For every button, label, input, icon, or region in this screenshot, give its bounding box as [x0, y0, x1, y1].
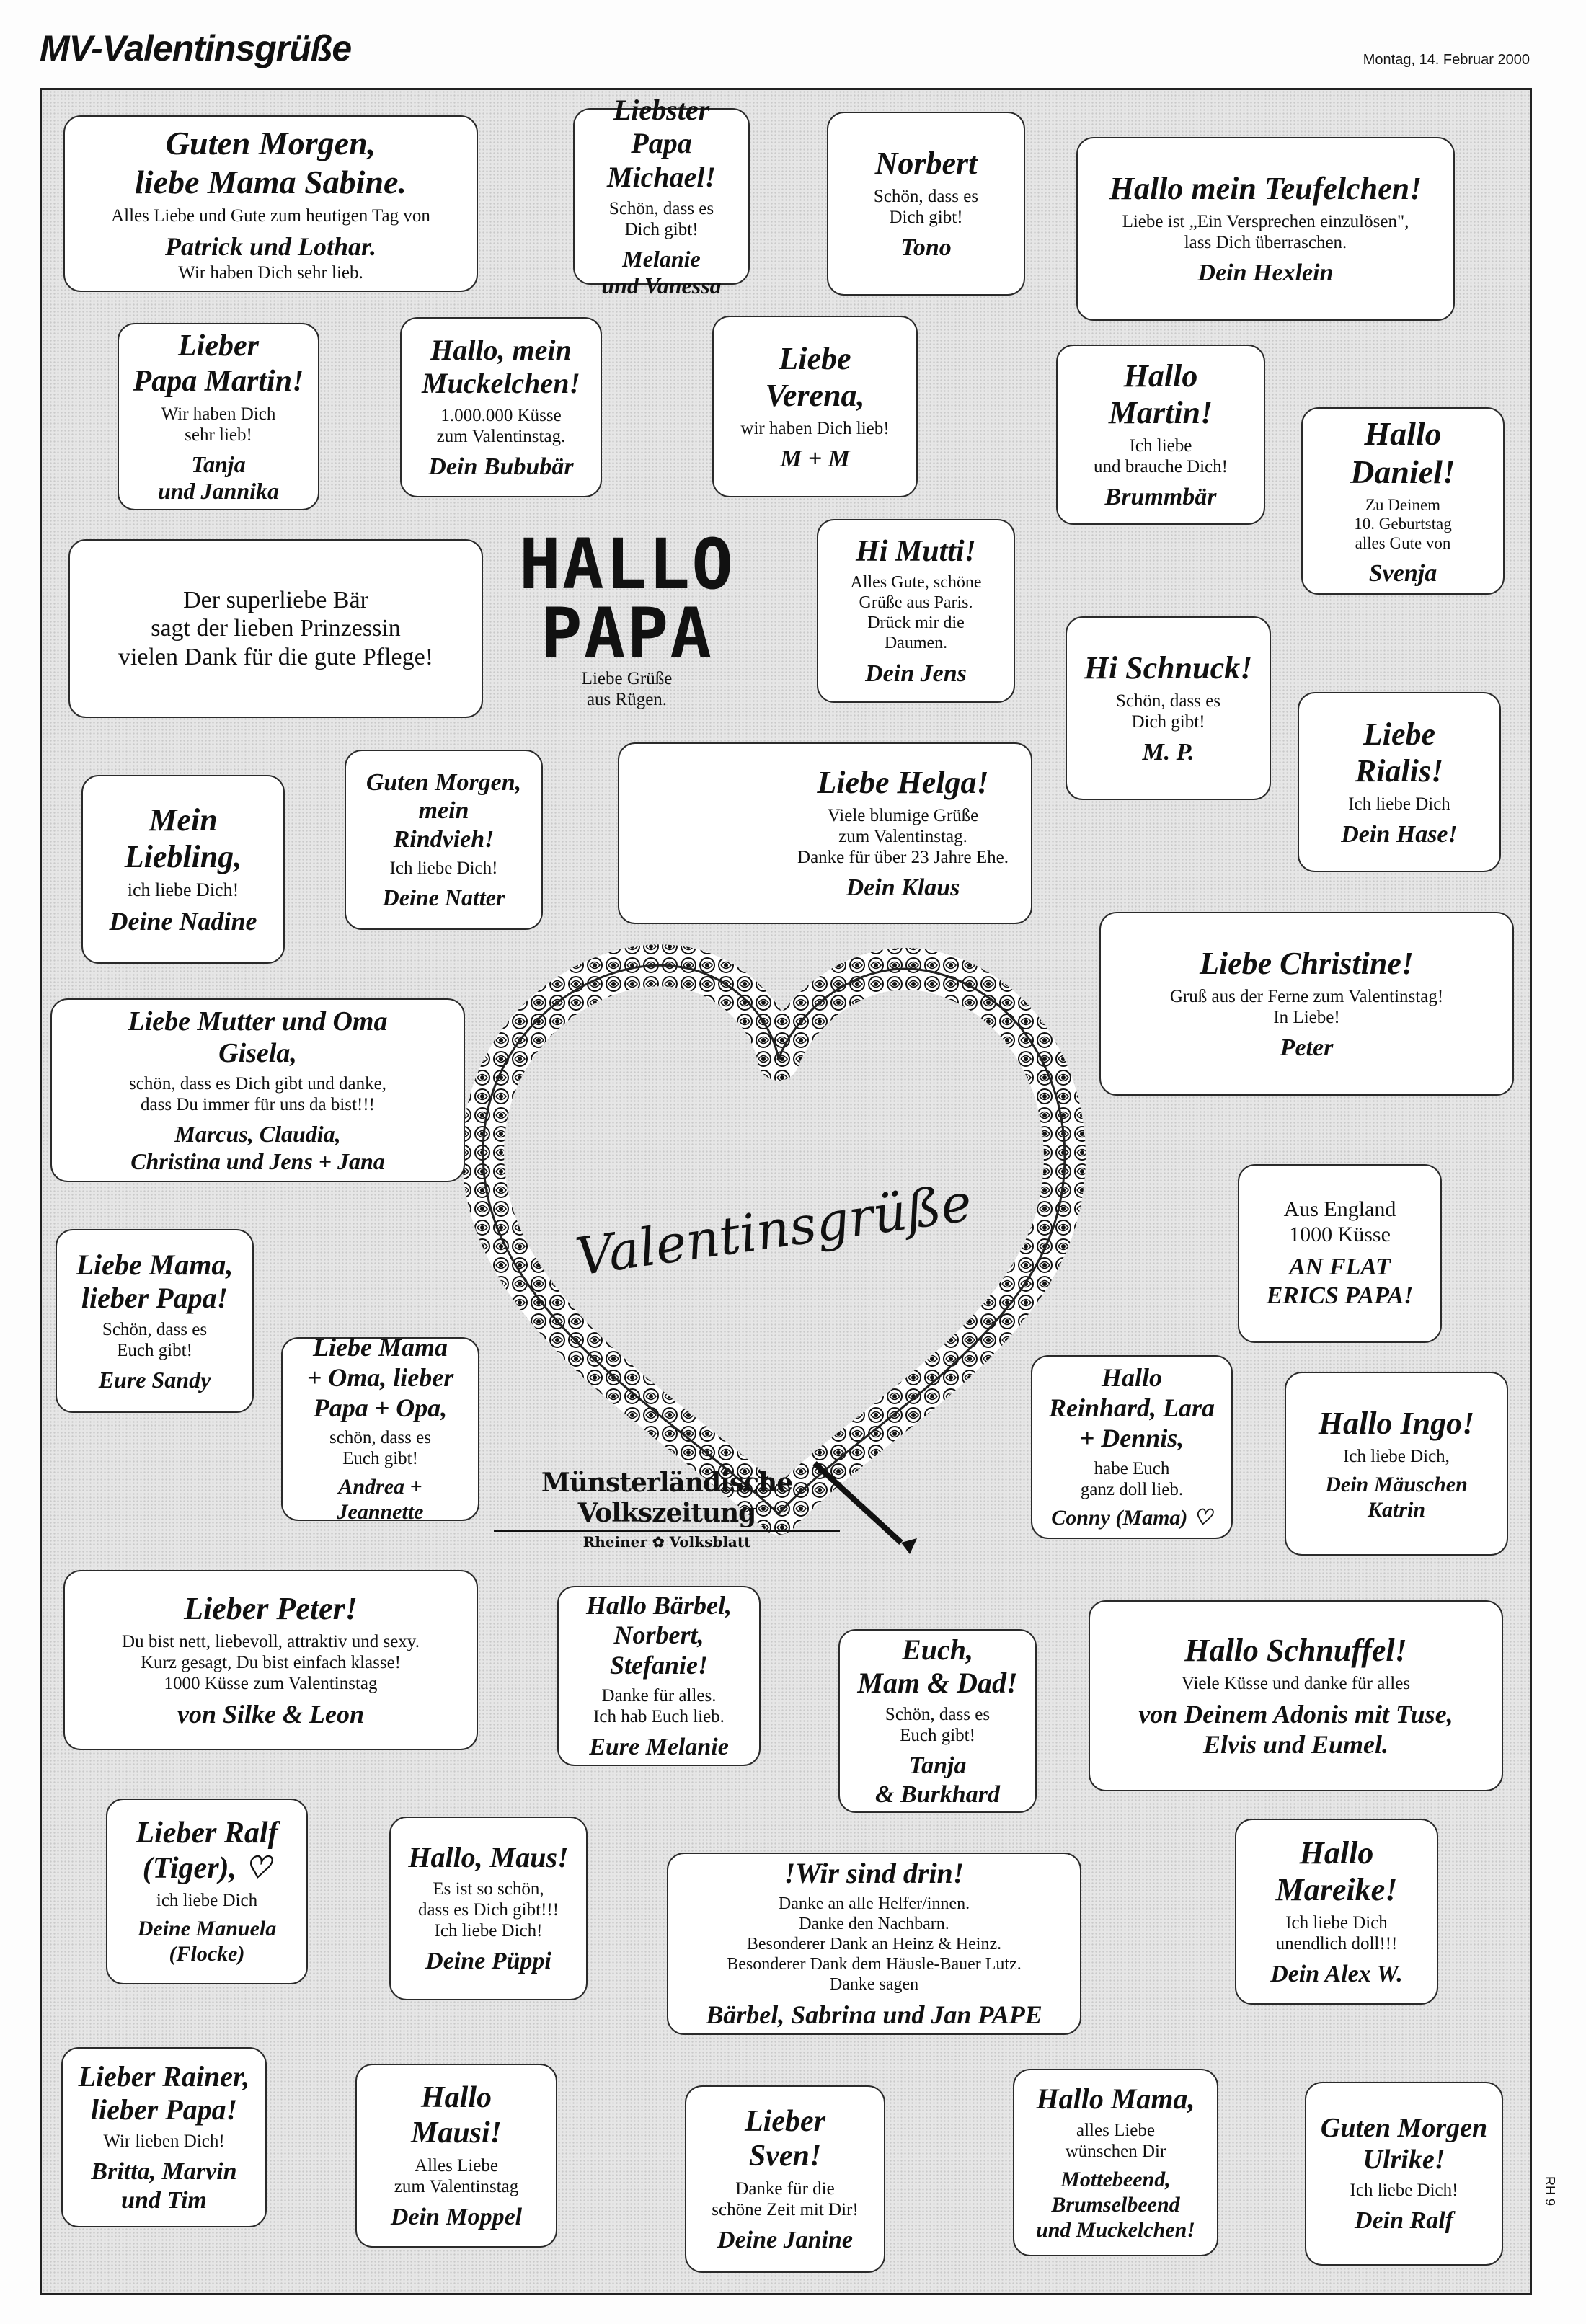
ad-line: wir haben Dich lieb!: [740, 418, 890, 438]
ad-mama-sabine: [63, 115, 478, 292]
ad-line: Hallo: [420, 2081, 492, 2115]
ad-line: Patrick und Lothar.: [164, 231, 377, 261]
ad-line: sehr lieb!: [185, 425, 252, 445]
ad-line: ich liebe Dich!: [127, 879, 239, 901]
ad-line: Ich liebe Dich,: [1343, 1446, 1450, 1466]
ad-helga: [618, 742, 1032, 924]
ad-line: Wir lieben Dich!: [103, 2132, 225, 2152]
ad-line: Kurz gesagt, Du bist einfach klasse!: [141, 1653, 401, 1673]
ad-line: Stefanie!: [609, 1651, 708, 1680]
ad-line: Alles Gute, schöne: [850, 573, 982, 593]
ad-line: Dein Alex W.: [1270, 1961, 1403, 1988]
ad-line: Hallo: [1299, 1835, 1374, 1871]
ad-mareike: [1235, 1819, 1438, 2005]
ad-mutter-oma-gisela: [50, 998, 465, 1182]
ad-line: Dein Ralf: [1355, 2207, 1453, 2235]
ad-line: Gruß aus der Ferne zum Valentinstag!: [1169, 987, 1444, 1007]
newspaper-name: Münsterländische Volkszeitung: [541, 1468, 793, 1528]
ad-line: Hallo Schnuffel!: [1184, 1632, 1407, 1668]
ad-line: Norbert: [874, 146, 978, 182]
ad-line: Dein Bububär: [428, 453, 574, 480]
ad-line: Danke an alle Helfer/innen.: [778, 1894, 970, 1914]
ad-line: zum Valentinstag: [394, 2176, 519, 2196]
ad-line: Guten Morgen,: [366, 768, 522, 796]
ad-line: Liebling,: [124, 839, 242, 875]
ad-line: Euch gibt!: [900, 1726, 975, 1746]
ad-line: Deine Natter: [382, 884, 505, 911]
ad-line: Danke für über 23 Jahre Ehe.: [797, 848, 1009, 868]
ad-line: HALLO: [519, 524, 735, 605]
page-code: RH 9: [1543, 2176, 1557, 2206]
ad-line: Dein Hexlein: [1197, 260, 1334, 287]
ad-line: Deine Nadine: [109, 907, 257, 936]
ad-line: Hallo mein Teufelchen!: [1109, 171, 1422, 207]
ad-hallo-mama: [1013, 2069, 1218, 2256]
ad-line: 1.000.000 Küsse: [440, 405, 562, 425]
ad-line: Hallo Mama,: [1036, 2082, 1195, 2115]
newspaper-logo: [494, 1468, 840, 1551]
ad-line: Elvis und Eumel.: [1202, 1729, 1389, 1759]
ad-line: PAPA: [540, 593, 714, 674]
ad-line: Ich liebe Dich: [1348, 794, 1450, 814]
ad-line: Verena,: [765, 377, 865, 413]
ad-line: Hallo: [1101, 1363, 1162, 1393]
ad-line: Papa + Opa,: [313, 1393, 448, 1422]
ad-line: liebe Mama Sabine.: [135, 163, 407, 200]
ad-line: Schön, dass es: [873, 187, 979, 207]
ad-line: Liebe ist „Ein Versprechen einzulösen",: [1122, 212, 1409, 232]
ad-line: ERICS PAPA!: [1266, 1282, 1414, 1309]
ad-line: schöne Zeit mit Dir!: [712, 2200, 859, 2219]
ad-line: Euch gibt!: [342, 1449, 418, 1469]
ad-line: zum Valentinstag.: [436, 426, 566, 446]
ad-ingo: [1285, 1372, 1508, 1556]
ad-line: schön, dass es Dich gibt und danke,: [129, 1074, 386, 1094]
ad-baerbel-norbert-stefanie: [557, 1586, 761, 1766]
ad-line: Schön, dass es: [102, 1320, 208, 1340]
ad-line: Martin!: [1108, 395, 1213, 431]
ad-line: Dich gibt!: [624, 219, 699, 239]
ad-line: Der superliebe Bär: [183, 586, 368, 613]
ad-line: Ich liebe Dich: [1285, 1913, 1388, 1933]
ad-line: ganz doll lieb.: [1080, 1479, 1184, 1499]
ad-line: Tanja: [191, 451, 246, 477]
ad-line: Mausi!: [410, 2116, 502, 2150]
ad-line: und brauche Dich!: [1093, 457, 1228, 477]
ad-line: Brummbär: [1104, 484, 1217, 511]
newspaper-subname: Rheiner ✿ Volksblatt: [582, 1533, 751, 1551]
ad-line: Lieber Ralf: [136, 1816, 278, 1850]
ad-line: Peter: [1280, 1034, 1334, 1062]
ad-line: Liebe Grüße: [581, 669, 673, 688]
ad-line: (Tiger), ♡: [142, 1851, 272, 1885]
ad-line: zum Valentinstag.: [838, 827, 967, 847]
ad-england: [1238, 1164, 1442, 1343]
ad-line: Dein Mäuschen: [1325, 1472, 1468, 1496]
ad-line: Alles Liebe: [415, 2155, 498, 2176]
ad-line: Sven!: [748, 2139, 822, 2173]
ad-line: alles Gute von: [1355, 533, 1451, 552]
ad-line: lieber Papa!: [90, 2093, 238, 2126]
ad-reinhard-lara-dennis: [1031, 1355, 1233, 1539]
ad-ulrike: [1305, 2082, 1503, 2266]
ad-line: (Flocke): [169, 1942, 245, 1966]
ad-line: Papa Martin!: [133, 364, 304, 398]
ad-line: mein: [418, 797, 469, 825]
ad-schnuffel: [1089, 1600, 1503, 1791]
ad-line: & Burkhard: [875, 1780, 1000, 1808]
ad-line: Euch,: [902, 1633, 973, 1666]
ad-line: Dein Jens: [865, 660, 967, 687]
ad-rindvieh: [345, 750, 543, 930]
ad-line: Mottebeend,: [1060, 2168, 1171, 2191]
ad-line: Hallo, mein: [430, 333, 572, 366]
ad-line: Lieber: [178, 329, 259, 363]
ad-line: Ich liebe Dich!: [1350, 2181, 1458, 2201]
ad-line: Grüße aus Paris.: [859, 593, 973, 613]
ad-line: Norbert,: [613, 1620, 704, 1650]
ad-line: von Silke & Leon: [177, 1700, 364, 1729]
ad-line: Viele blumige Grüße: [827, 806, 979, 826]
ad-line: Liebe Mama: [313, 1333, 448, 1362]
ad-line: dass Du immer für uns da bist!!!: [141, 1095, 375, 1115]
ad-line: Eure Sandy: [98, 1367, 211, 1393]
ad-line: Danke für alles.: [601, 1685, 717, 1706]
ad-line: Wir haben Dich: [161, 404, 276, 424]
ad-line: Besonderer Dank dem Häusle-Bauer Lutz.: [727, 1954, 1022, 1974]
ad-line: Wir haben Dich sehr lieb.: [178, 262, 363, 283]
ad-line: von Deinem Adonis mit Tuse,: [1138, 1699, 1453, 1729]
ad-line: schön, dass es: [329, 1428, 431, 1448]
ad-line: vielen Dank für die gute Pflege!: [118, 643, 434, 670]
ad-line: Euch gibt!: [117, 1341, 192, 1361]
ad-line: Liebe Christine!: [1199, 946, 1414, 982]
ad-line: Liebe: [1363, 716, 1436, 752]
ad-line: Rindvieh!: [393, 825, 495, 853]
ad-hi-mutti: [817, 519, 1015, 703]
ad-line: + Dennis,: [1079, 1423, 1184, 1452]
ad-mama-oma-papa-opa: [281, 1333, 479, 1525]
page-title: MV-Valentinsgrüße: [40, 28, 352, 68]
ad-line: Alles Liebe und Gute zum heutigen Tag von: [111, 205, 430, 226]
ad-line: In Liebe!: [1273, 1008, 1340, 1028]
ad-line: 1000 Küsse: [1289, 1222, 1391, 1246]
ad-line: Katrin: [1367, 1497, 1426, 1522]
ad-line: und Jannika: [157, 477, 280, 504]
ad-line: 10. Geburtstag: [1354, 515, 1452, 533]
ad-line: Hallo: [1123, 358, 1198, 394]
ad-line: + Oma, lieber: [306, 1362, 454, 1392]
ad-line: Guten Morgen: [1320, 2113, 1488, 2144]
ad-mein-liebling: [81, 775, 285, 964]
ad-line: Muckelchen!: [422, 367, 580, 400]
ad-line: Bärbel, Sabrina und Jan PAPE: [706, 2000, 1042, 2030]
ad-line: Tanja: [908, 1752, 967, 1780]
ad-line: Guten Morgen,: [165, 125, 376, 162]
ad-line: Liebe Mutter und Oma: [128, 1006, 388, 1037]
ad-muckelchen: [400, 317, 602, 497]
ad-line: Hallo: [1364, 414, 1442, 452]
ad-line: unendlich doll!!!: [1275, 1934, 1398, 1954]
ad-line: Lieber: [745, 2104, 825, 2138]
ad-line: Ich liebe: [1129, 436, 1192, 456]
ad-rialis: [1298, 692, 1501, 872]
ad-line: Gisela,: [218, 1038, 297, 1069]
ad-mam-dad: [838, 1629, 1037, 1813]
ad-line: Christina und Jens + Jana: [130, 1148, 385, 1174]
ad-line: aus Rügen.: [586, 690, 668, 709]
ad-line: M + M: [780, 445, 850, 472]
ad-mausi: [355, 2064, 557, 2248]
ad-maus: [389, 1817, 588, 2000]
ad-line: Deine Janine: [717, 2227, 853, 2253]
ad-norbert: [827, 112, 1025, 296]
ad-line: habe Euch: [1094, 1458, 1170, 1478]
ad-hi-schnuck: [1066, 616, 1271, 800]
ad-superliebe-baer: [68, 539, 483, 718]
ad-line: M. P.: [1142, 739, 1195, 766]
ad-line: Ulrike!: [1363, 2145, 1445, 2176]
ad-hallo-martin: [1056, 345, 1265, 525]
ad-line: Schön, dass es: [885, 1705, 991, 1725]
ad-line: Hallo, Maus!: [408, 1841, 569, 1874]
issue-date: Montag, 14. Februar 2000: [1363, 52, 1530, 68]
ad-line: Lieber Peter!: [184, 1591, 358, 1627]
ad-line: Hi Schnuck!: [1084, 650, 1253, 686]
ad-peter: [63, 1570, 478, 1750]
ad-line: Hallo Ingo!: [1318, 1405, 1475, 1441]
ad-line: Ich hab Euch lieb.: [593, 1706, 725, 1726]
ad-line: Eure Melanie: [589, 1733, 729, 1760]
ad-daniel: [1301, 407, 1505, 595]
ad-line: Deine Manuela: [137, 1917, 277, 1941]
ad-line: Liebe Mama,: [76, 1248, 234, 1281]
ad-line: Schön, dass es: [1115, 691, 1221, 711]
ad-line: Britta, Marvin: [91, 2158, 237, 2186]
ad-line: Aus England: [1283, 1197, 1396, 1221]
ad-line: alles Liebe: [1076, 2121, 1155, 2140]
ad-line: Danke den Nachbarn.: [799, 1915, 949, 1934]
ad-rainer: [61, 2047, 267, 2227]
ad-teufelchen: [1076, 137, 1455, 321]
ad-line: Mein: [149, 802, 218, 838]
ad-line: Brumselbeend: [1051, 2192, 1180, 2217]
ad-line: Mareike!: [1275, 1872, 1398, 1908]
ad-line: AN FLAT: [1289, 1254, 1391, 1281]
ad-line: Dich gibt!: [889, 208, 963, 228]
ad-line: Ich liebe Dich!: [389, 859, 498, 879]
ad-christine: [1099, 912, 1514, 1096]
ad-line: Hi Mutti!: [856, 534, 976, 568]
ad-line: und Vanessa: [601, 272, 722, 299]
heart-script-text: Valentinsgrüße: [572, 1171, 975, 1287]
ad-line: ich liebe Dich: [156, 1891, 258, 1911]
ad-line: Liebster Papa: [613, 93, 710, 160]
ad-mama-papa-sandy: [56, 1229, 254, 1413]
ad-line: Besonderer Dank an Heinz & Heinz.: [746, 1934, 1002, 1953]
ad-line: Daniel!: [1350, 453, 1456, 491]
ad-line: Liebe: [779, 340, 851, 376]
ad-line: Andrea + Jeannette: [337, 1475, 424, 1525]
ad-line: Dein Moppel: [390, 2203, 523, 2230]
ad-ralf-tiger: [106, 1799, 308, 1984]
ad-line: Melanie: [622, 245, 701, 272]
ad-line: wünschen Dir: [1065, 2142, 1166, 2161]
ad-line: Svenja: [1368, 559, 1437, 587]
ad-line: Mam & Dad!: [857, 1667, 1018, 1700]
ad-line: Deine Püppi: [425, 1948, 551, 1975]
ad-hallo-papa: [519, 524, 735, 710]
ad-line: Danke für die: [735, 2179, 835, 2199]
ad-line: lieber Papa!: [81, 1281, 229, 1314]
ad-line: und Tim: [121, 2186, 207, 2214]
ad-line: Dich gibt!: [1131, 712, 1205, 732]
ad-line: Dein Klaus: [846, 874, 960, 902]
ad-line: Reinhard, Lara: [1048, 1393, 1215, 1423]
ad-line: Dein Hase!: [1341, 820, 1458, 848]
ad-line: Hallo Bärbel,: [585, 1590, 732, 1620]
ad-wir-sind-drin: [667, 1853, 1081, 2035]
ad-line: sagt der lieben Prinzessin: [151, 615, 401, 642]
ad-line: Zu Deinem: [1365, 495, 1441, 514]
ad-line: Tono: [900, 234, 952, 262]
ad-line: Du bist nett, liebevoll, attraktiv und sexy.: [122, 1632, 420, 1652]
ad-line: !Wir sind drin!: [784, 1856, 965, 1889]
ad-line: und Muckelchen!: [1036, 2217, 1195, 2242]
ad-line: lass Dich überraschen.: [1184, 233, 1347, 253]
ad-line: Daumen.: [884, 633, 948, 652]
ad-line: Es ist so schön,: [433, 1879, 544, 1899]
ad-sven: [685, 2085, 885, 2273]
ad-papa-martin: [118, 323, 319, 510]
ad-papa-michael: [573, 93, 750, 299]
ad-line: Marcus, Claudia,: [174, 1121, 341, 1148]
ad-line: Schön, dass es: [608, 198, 714, 218]
ad-line: Michael!: [606, 160, 717, 193]
ad-line: Lieber Rainer,: [78, 2059, 250, 2093]
ad-line: Ich liebe Dich!: [434, 1921, 543, 1941]
ad-verena: [712, 316, 918, 497]
ad-line: Drück mir die: [867, 613, 965, 633]
ad-line: Conny (Mama) ♡: [1051, 1505, 1213, 1530]
ad-line: Danke sagen: [829, 1974, 919, 1994]
ad-line: dass es Dich gibt!!!: [417, 1900, 559, 1920]
ad-line: Liebe Helga!: [817, 765, 989, 801]
ad-line: Rialis!: [1355, 753, 1444, 789]
ad-line: Viele Küsse und danke für alles: [1181, 1673, 1411, 1693]
ad-line: 1000 Küsse zum Valentinstag: [164, 1674, 378, 1694]
